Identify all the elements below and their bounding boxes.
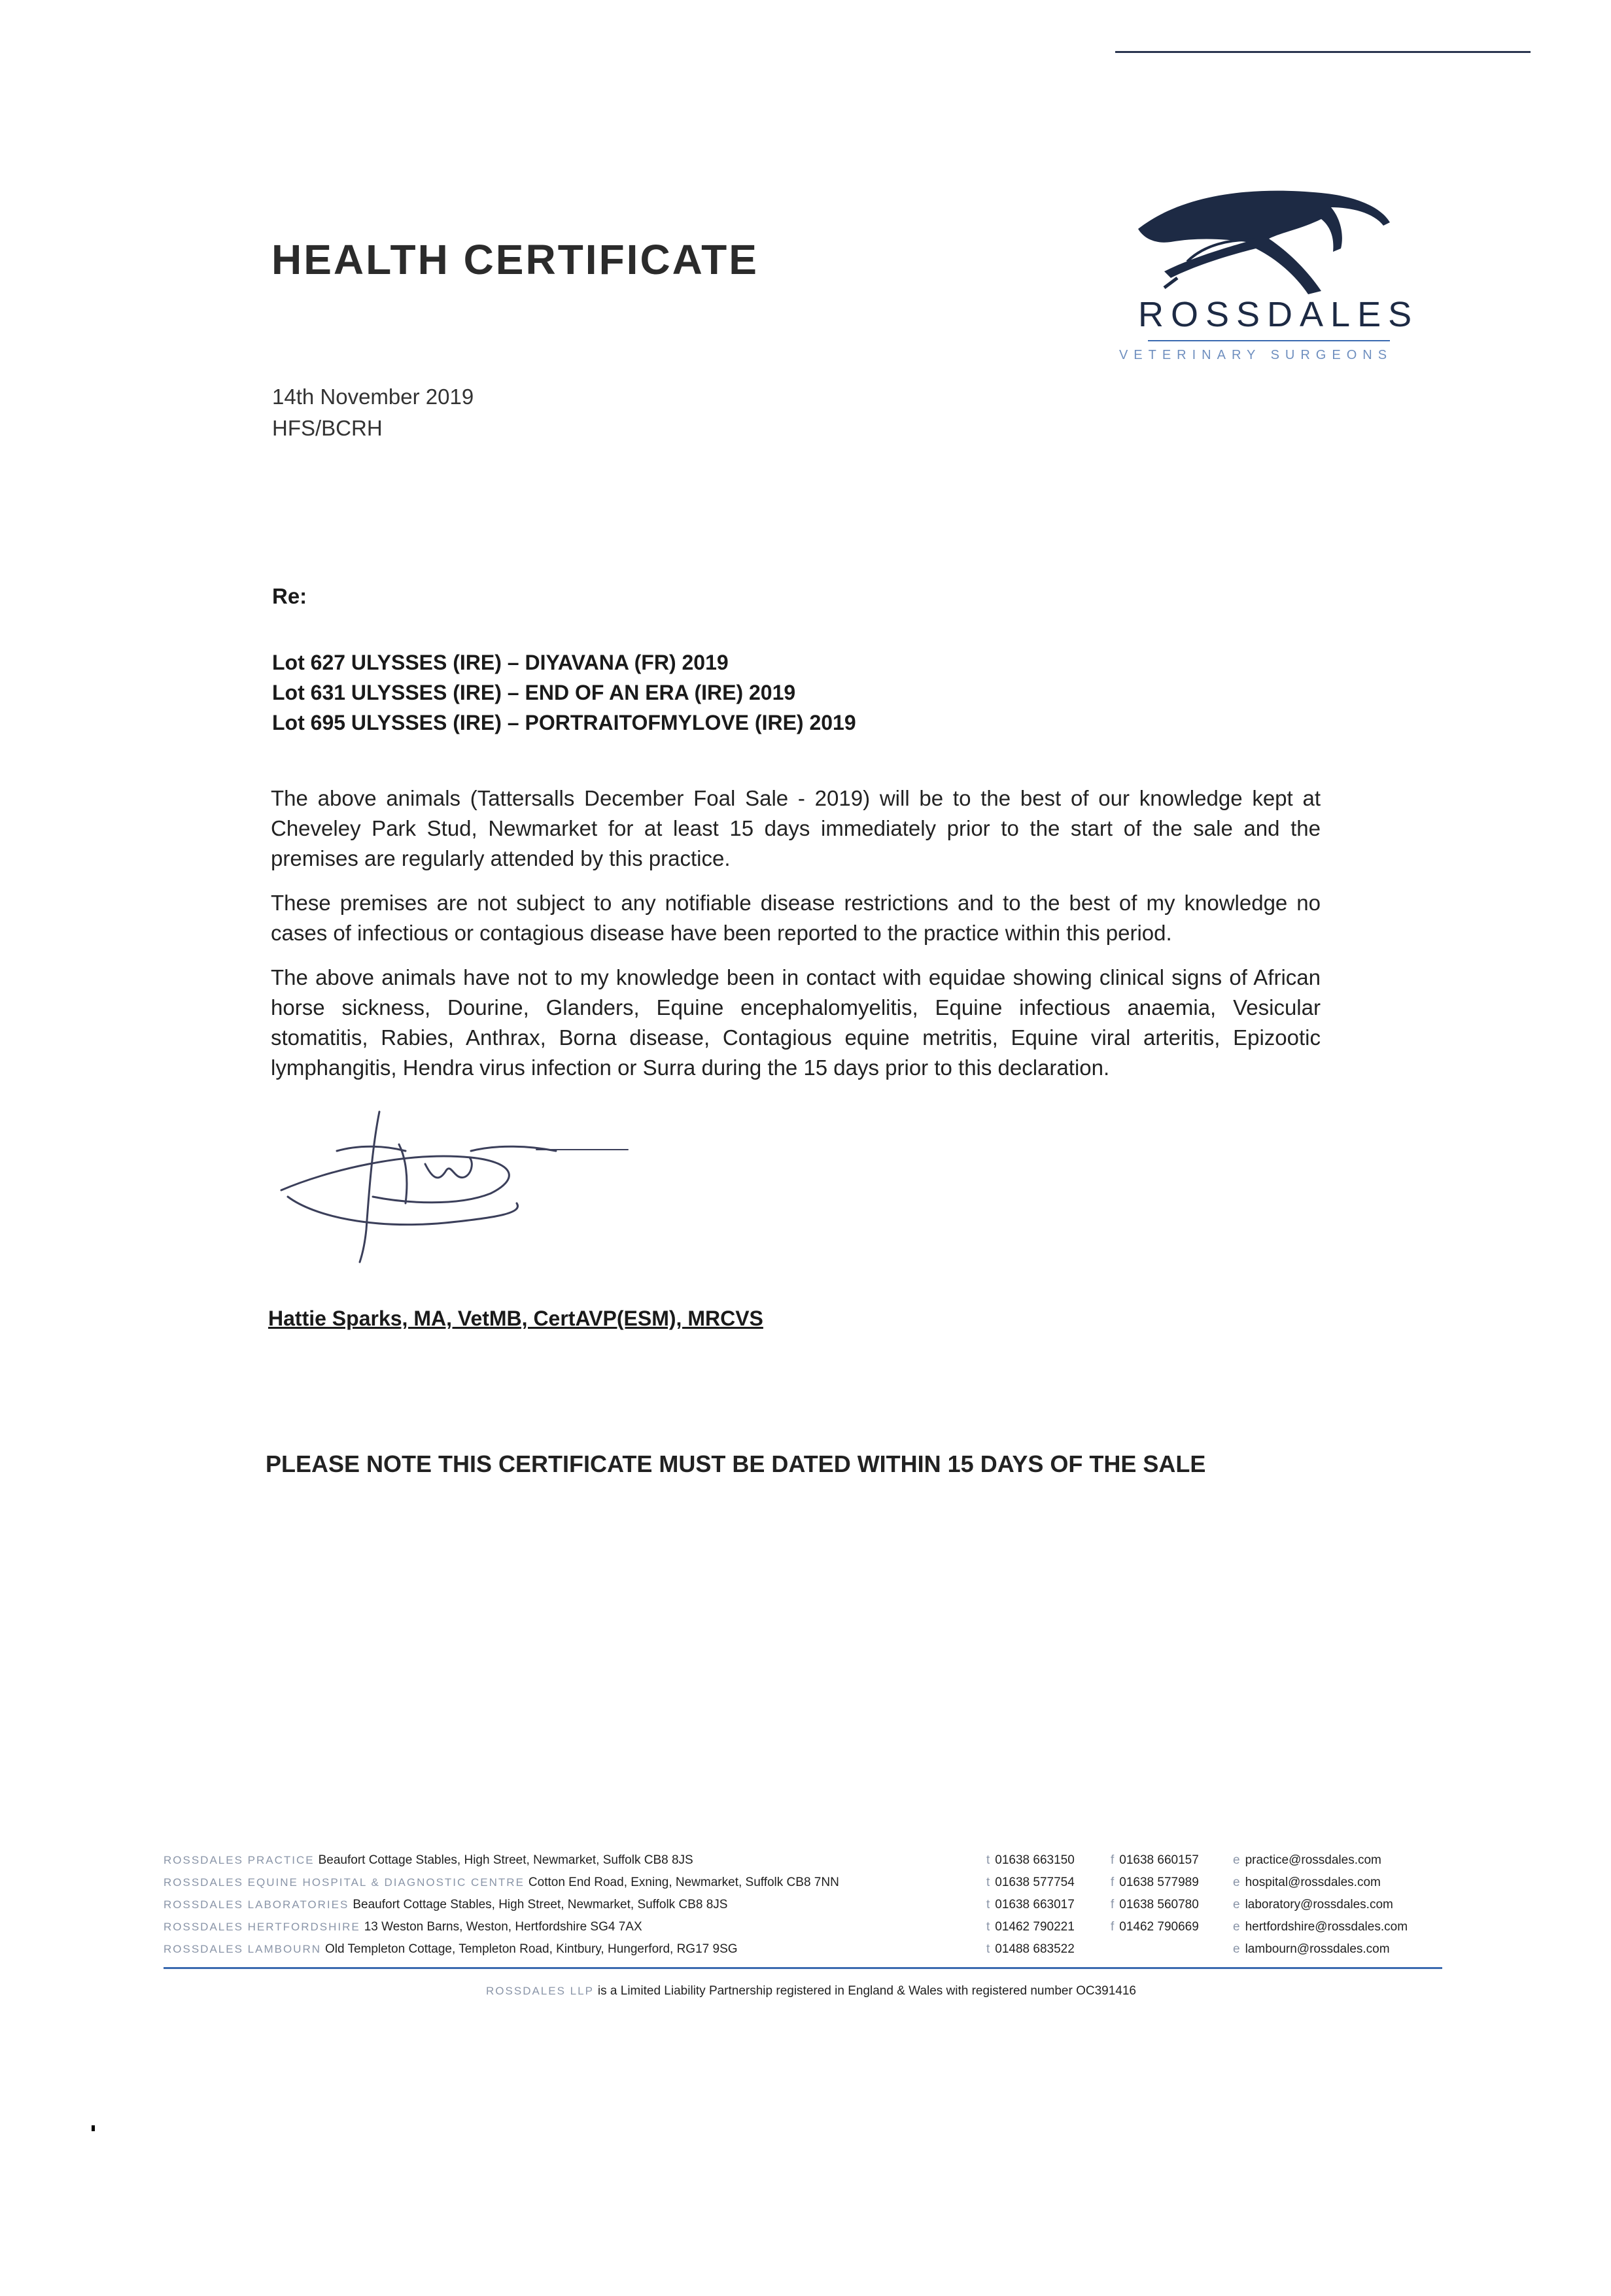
registration-notice xyxy=(419,1984,1204,1998)
footer-address: Cotton End Road, Exning, Newmarket, Suffolk CB8 7NN xyxy=(528,1876,839,1889)
footer-row-practice xyxy=(164,1853,693,1868)
brand-tagline: VETERINARY SURGEONS xyxy=(1118,348,1393,362)
footer-fax: f 01638 577989 xyxy=(1111,1876,1199,1889)
footer-tel: t 01638 663150 xyxy=(986,1853,1075,1867)
footer-address: 13 Weston Barns, Weston, Hertfordshire SG4 7AX xyxy=(364,1920,642,1934)
footer-row-laboratories xyxy=(164,1898,727,1912)
lot-line: Lot 627 ULYSSES (IRE) – DIYAVANA (FR) 2019 xyxy=(272,651,729,674)
footer-address: Old Templeton Cottage, Templeton Road, Kintbury, Hungerford, RG17 9SG xyxy=(325,1942,738,1956)
footer-email[interactable]: e lambourn@rossdales.com xyxy=(1233,1942,1390,1956)
re-label: Re: xyxy=(272,584,307,608)
registration-label: ROSSDALES LLP xyxy=(486,1985,594,1997)
footer-email[interactable]: e practice@rossdales.com xyxy=(1233,1853,1381,1867)
paragraph-contact: The above animals have not to my knowledge been in contact with equidae showing clinical signs of African horse sickness, Dourine, Glanders, Equine encephalomyelitis, Equine infectious anaemia, Vesicular stomatitis, Rabies, Anthrax, Borna disease, Contagious equine metritis, Equine viral arteritis, Epizootic lymphangitis, Hendra virus infection or Surra during the 15 days prior to this declaration. xyxy=(271,965,1321,1080)
footer-label: ROSSDALES LABORATORIES xyxy=(164,1898,349,1911)
paragraph-restrictions: These premises are not subject to any notifiable disease restrictions and to the best of my knowledge no cases of infectious or contagious disease have been reported to the practice within this period. xyxy=(271,891,1321,945)
footer-label: ROSSDALES HERTFORDSHIRE xyxy=(164,1921,360,1933)
certificate-date: 14th November 2019 xyxy=(272,385,474,409)
footer-tel: t 01462 790221 xyxy=(986,1920,1075,1934)
top-rule xyxy=(1115,51,1531,53)
lot-list xyxy=(272,647,856,738)
footer-email[interactable]: e hospital@rossdales.com xyxy=(1233,1876,1381,1889)
footer-row-hertfordshire xyxy=(164,1920,642,1934)
brand-divider xyxy=(1148,340,1390,341)
footer-email[interactable]: e laboratory@rossdales.com xyxy=(1233,1898,1393,1911)
footer-fax: f 01638 560780 xyxy=(1111,1898,1199,1911)
footer-tel: t 01638 663017 xyxy=(986,1898,1075,1911)
handwritten-signature xyxy=(275,1105,641,1275)
lot-line: Lot 695 ULYSSES (IRE) – PORTRAITOFMYLOVE (IRE) 2019 xyxy=(272,711,856,734)
footer-fax: f 01462 790669 xyxy=(1111,1920,1199,1934)
brand-name: ROSSDALES xyxy=(1138,295,1419,334)
reference-code: HFS/BCRH xyxy=(272,416,383,440)
footer-tel: t 01638 577754 xyxy=(986,1876,1075,1889)
dating-notice: PLEASE NOTE THIS CERTIFICATE MUST BE DATED WITHIN 15 DAYS OF THE SALE xyxy=(266,1450,1206,1477)
scan-mark xyxy=(92,2125,95,2131)
certificate-title: HEALTH CERTIFICATE xyxy=(271,236,759,283)
certificate-body xyxy=(271,783,1321,1097)
lot-line: Lot 631 ULYSSES (IRE) – END OF AN ERA (IRE) 2019 xyxy=(272,681,796,704)
horse-logo-icon xyxy=(1125,167,1419,376)
footer-address: Beaufort Cottage Stables, High Street, Newmarket, Suffolk CB8 8JS xyxy=(353,1898,728,1911)
footer-row-lambourn xyxy=(164,1942,738,1957)
footer-address: Beaufort Cottage Stables, High Street, Newmarket, Suffolk CB8 8JS xyxy=(318,1853,693,1867)
footer-label: ROSSDALES LAMBOURN xyxy=(164,1943,321,1955)
registration-text: is a Limited Liability Partnership registered in England & Wales with registered number OC391416 xyxy=(597,1984,1136,1998)
paragraph-premises: The above animals (Tattersalls December Foal Sale - 2019) will be to the best of our knowledge kept at Cheveley Park Stud, Newmarket for at least 15 days immediately prior to the start of the sale and the premises are regularly attended by this practice. xyxy=(271,786,1321,870)
footer-email[interactable]: e hertfordshire@rossdales.com xyxy=(1233,1920,1408,1934)
footer-fax: f 01638 660157 xyxy=(1111,1853,1199,1867)
footer-label: ROSSDALES EQUINE HOSPITAL & DIAGNOSTIC CENTRE xyxy=(164,1876,525,1889)
signatory-name: Hattie Sparks, MA, VetMB, CertAVP(ESM), MRCVS xyxy=(268,1307,763,1330)
footer-row-hospital xyxy=(164,1876,839,1890)
footer-divider xyxy=(164,1967,1442,1969)
footer-tel: t 01488 683522 xyxy=(986,1942,1075,1956)
footer-label: ROSSDALES PRACTICE xyxy=(164,1854,315,1866)
